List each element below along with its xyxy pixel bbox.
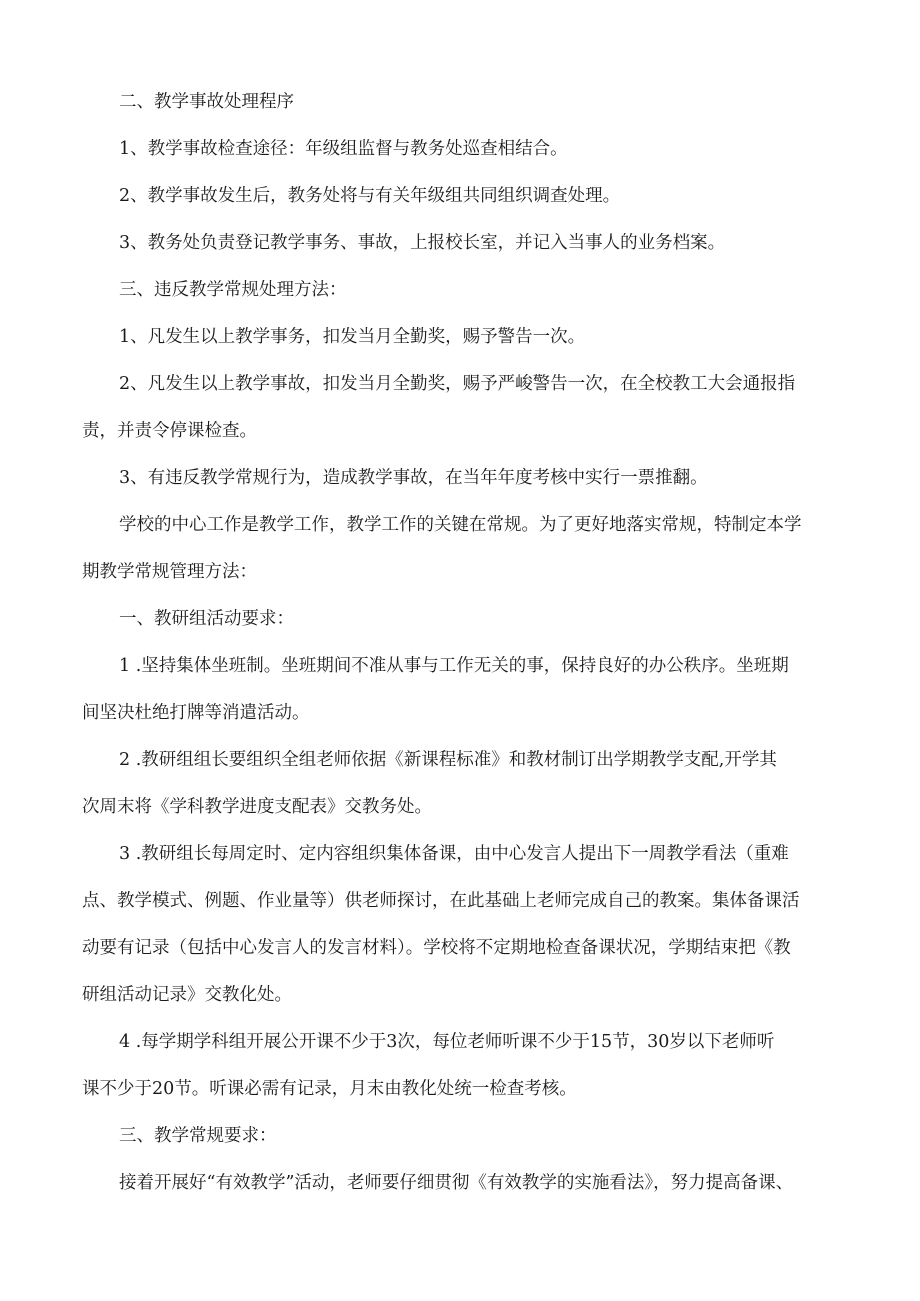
- text-line: 一、教研组活动要求：: [119, 609, 294, 629]
- text-line: 3 .教研组长每周定时、定内容组织集体备课，由中心发言人提出下一周教学看法（重难: [119, 844, 789, 864]
- text-line: 学校的中心工作是教学工作，教学工作的关键在常规。为了更好地落实常规，特制定本学: [119, 515, 802, 535]
- text-line: 间坚决杜绝打牌等消遣活动。: [82, 703, 310, 723]
- text-line: 1、教学事故检查途径：年级组监督与教务处巡查相结合。: [119, 139, 568, 159]
- text-line: 点、教学模式、例题、作业量等）供老师探讨，在此基础上老师完成自己的教案。集体备课活: [82, 891, 800, 911]
- text-line: 次周末将《学科教学进度支配表》交教务处。: [82, 797, 432, 817]
- text-line: 接着开展好“有效教学”活动，老师要仔细贯彻《有效教学的实施看法》，努力提高备课、: [119, 1173, 794, 1193]
- text-line: 责，并责令停课检查。: [82, 421, 257, 441]
- text-line: 2 .教研组组长要组织全组老师依据《新课程标准》和教材制订出学期教学支配,开学其: [119, 750, 777, 770]
- text-line: 二、教学事故处理程序: [119, 92, 294, 112]
- text-line: 2、凡发生以上教学事故，扣发当月全勤奖，赐予严峻警告一次，在全校教工大会通报指: [119, 374, 796, 394]
- text-line: 1、凡发生以上教学事务，扣发当月全勤奖，赐予警告一次。: [119, 327, 586, 347]
- text-line: 2、教学事故发生后，教务处将与有关年级组共同组织调查处理。: [119, 186, 621, 206]
- text-line: 3、有违反教学常规行为，造成教学事故，在当年年度考核中实行一票推翻。: [119, 468, 708, 488]
- text-line: 动要有记录（包括中心发言人的发言材料）。学校将不定期地检查备课状况，学期结束把《教: [82, 938, 791, 958]
- text-line: 研组活动记录》交教化处。: [82, 985, 292, 1005]
- text-line: 4 .每学期学科组开展公开课不少于3次，每位老师听课不少于15节，30岁以下老师听: [119, 1032, 775, 1052]
- text-line: 3、教务处负责登记教学事务、事故，上报校长室，并记入当事人的业务档案。: [119, 233, 726, 253]
- text-line: 三、违反教学常规处理方法：: [119, 280, 347, 300]
- text-line: 1 .坚持集体坐班制。坐班期间不准从事与工作无关的事，保持良好的办公秩序。坐班期: [119, 656, 789, 676]
- text-line: 课不少于20节。听课必需有记录，月末由教化处统一检查考核。: [82, 1079, 577, 1099]
- text-line: 三、教学常规要求：: [119, 1126, 277, 1146]
- text-line: 期教学常规管理方法：: [82, 562, 257, 582]
